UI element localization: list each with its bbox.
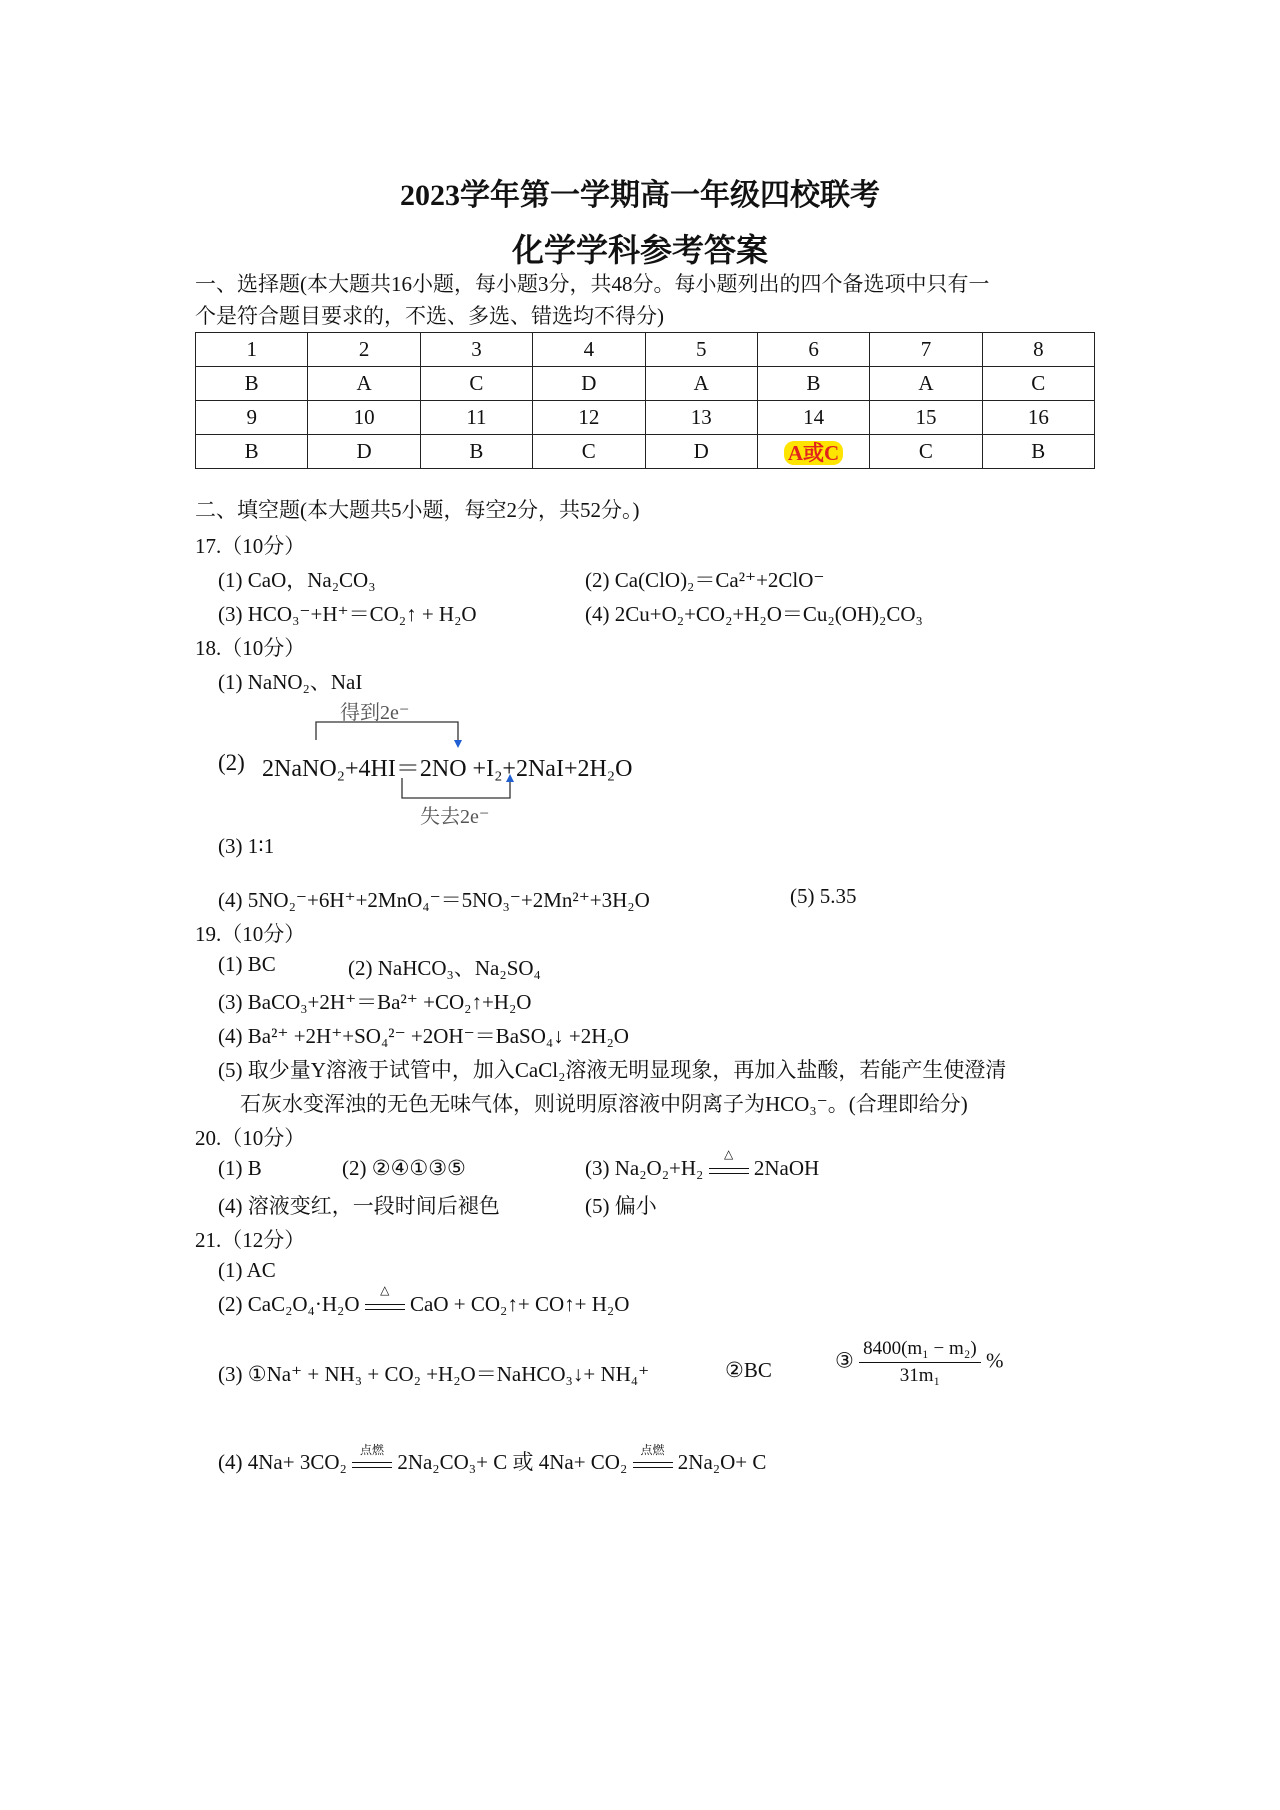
heat-condition-sign [365,1283,405,1315]
q18-answer-2-number: (2) [218,750,245,775]
q21-answer-3-3 [835,1338,1004,1387]
table-cell: C [982,367,1094,401]
table-cell: 7 [870,333,982,367]
electron-lose-label: 失去2e⁻ [420,806,490,828]
fraction-denominator: 31m₁ [899,1365,941,1386]
ignition-condition-sign [633,1443,673,1473]
fraction-numerator: 8400(m₁ − m₂) [859,1338,981,1363]
table-cell: 13 [645,401,757,435]
table-cell: D [645,435,757,469]
heat-condition-sign [709,1147,749,1179]
table-cell: 6 [757,333,869,367]
table-cell-highlighted [757,435,869,469]
q17-answer-2: (2) Ca(ClO)₂＝Ca²⁺+2ClO⁻ [585,568,825,592]
table-cell: B [982,435,1094,469]
q18-answer-3: (3) 1∶1 [218,834,275,858]
table-row [196,401,1095,435]
table-cell: 10 [308,401,420,435]
table-cell: 8 [982,333,1094,367]
q21-answer-4 [218,1443,767,1476]
percent-sign: % [986,1348,1004,1373]
ignition-label: 点燃 [360,1443,385,1458]
gain-bracket [316,722,458,742]
q20-answer-2: (2) ②④①③⑤ [342,1156,466,1180]
q21-label: 21.（12分） [195,1228,306,1252]
ignition-label: 点燃 [640,1443,665,1458]
q20-answer-5: (5) 偏小 [585,1194,657,1218]
q18-label: 18.（10分） [195,636,306,660]
electron-gain-label: 得到2e⁻ [340,702,410,724]
q18-answer-4: (4) 5NO₂⁻+6H⁺+2MnO₄⁻＝5NO₃⁻+2Mn²⁺+3H₂O [218,888,650,912]
table-cell: 16 [982,401,1094,435]
q21-answer-3-3-prefix: ③ [835,1348,854,1373]
table-cell: C [870,435,982,469]
table-cell: 1 [196,333,308,367]
q20-answer-3-products: 2NaOH [753,1156,820,1180]
table-row [196,367,1095,401]
q21-answer-3-1: (3) ①Na⁺ + NH₃ + CO₂ +H₂O＝NaHCO₃↓+ NH₄⁺ [218,1362,650,1386]
table-cell: A [645,367,757,401]
table-cell: 9 [196,401,308,435]
q21-answer-3-2: ②BC [725,1358,772,1382]
table-cell: D [533,367,645,401]
q20-answer-4: (4) 溶液变红，一段时间后褪色 [218,1194,500,1218]
ignition-condition-sign [352,1443,392,1473]
q20-answer-3-reactants: (3) Na₂O₂+H₂ [585,1156,704,1180]
table-row [196,435,1095,469]
answer-table [195,332,1095,469]
q21-answer-1: (1) AC [218,1258,276,1282]
q19-answer-3: (3) BaCO₃+2H⁺＝Ba²⁺ +CO₂↑+H₂O [218,990,532,1014]
q21-answer-4-part2: 2Na₂CO₃+ C 或 4Na+ CO₂ [397,1450,628,1474]
q18-answer-1: (1) NaNO₂、NaI [218,670,363,694]
table-row [196,333,1095,367]
table-cell: 3 [420,333,532,367]
q21-answer-2-products: CaO + CO₂↑+ CO↑+ H₂O [410,1292,630,1316]
table-cell: 15 [870,401,982,435]
table-cell: C [420,367,532,401]
table-cell: C [533,435,645,469]
q20-label: 20.（10分） [195,1126,306,1150]
q19-answer-5-line1: (5) 取少量Y溶液于试管中，加入CaCl₂溶液无明显现象，再加入盐酸，若能产生使澄清 [218,1058,1007,1082]
q19-answer-1: (1) BC [218,952,276,976]
delta-symbol: △ [724,1147,734,1162]
fraction-expression [859,1338,981,1387]
section1-heading-line1: 一、选择题(本大题共16小题，每小题3分，共48分。每小题列出的四个备选项中只有一 [195,272,990,296]
table-cell: B [757,367,869,401]
section1-heading-line2: 个是符合题目要求的，不选、多选、错选均不得分) [195,304,664,328]
table-cell: A [308,367,420,401]
q21-answer-2-reactant: (2) CaC₂O₄·H₂O [218,1292,360,1316]
table-cell: D [308,435,420,469]
q19-answer-4: (4) Ba²⁺ +2H⁺+SO₄²⁻ +2OH⁻＝BaSO₄↓ +2H₂O [218,1024,629,1048]
table-cell: 11 [420,401,532,435]
table-cell: B [196,435,308,469]
table-cell: A [870,367,982,401]
q19-label: 19.（10分） [195,922,306,946]
q18-redox-equation: 2NaNO₂+4HI＝2NO +I₂+2NaI+2H₂O [262,756,633,782]
q21-answer-4-part3: 2Na₂O+ C [677,1450,767,1474]
section2-heading: 二、填空题(本大题共5小题，每空2分，共52分。) [195,498,640,522]
table-cell: 12 [533,401,645,435]
table-cell: B [196,367,308,401]
q21-answer-4-part1: (4) 4Na+ 3CO₂ [218,1450,347,1474]
table-cell: 14 [757,401,869,435]
q17-answer-3: (3) HCO₃⁻+H⁺＝CO₂↑ + H₂O [218,602,477,626]
q20-answer-1: (1) B [218,1156,262,1180]
table-cell: 2 [308,333,420,367]
q21-answer-2 [218,1283,630,1317]
q17-label: 17.（10分） [195,534,306,558]
q17-answer-4: (4) 2Cu+O₂+CO₂+H₂O＝Cu₂(OH)₂CO₃ [585,602,923,626]
table-cell: B [420,435,532,469]
highlighted-answer: A或C [784,441,843,465]
q20-answer-3 [585,1147,820,1181]
table-cell: 5 [645,333,757,367]
page-title: 2023学年第一学期高一年级四校联考 [400,179,880,212]
q17-answer-1: (1) CaO，Na₂CO₃ [218,568,376,592]
q19-answer-5-line2: 石灰水变浑浊的无色无味气体，则说明原溶液中阴离子为HCO₃⁻。(合理即给分) [240,1092,968,1116]
q18-answer-5: (5) 5.35 [790,884,857,908]
gain-arrowhead [454,740,462,748]
page-subtitle: 化学学科参考答案 [511,232,768,268]
delta-symbol: △ [380,1283,390,1298]
table-cell: 4 [533,333,645,367]
q19-answer-2: (2) NaHCO₃、Na₂SO₄ [348,956,541,980]
